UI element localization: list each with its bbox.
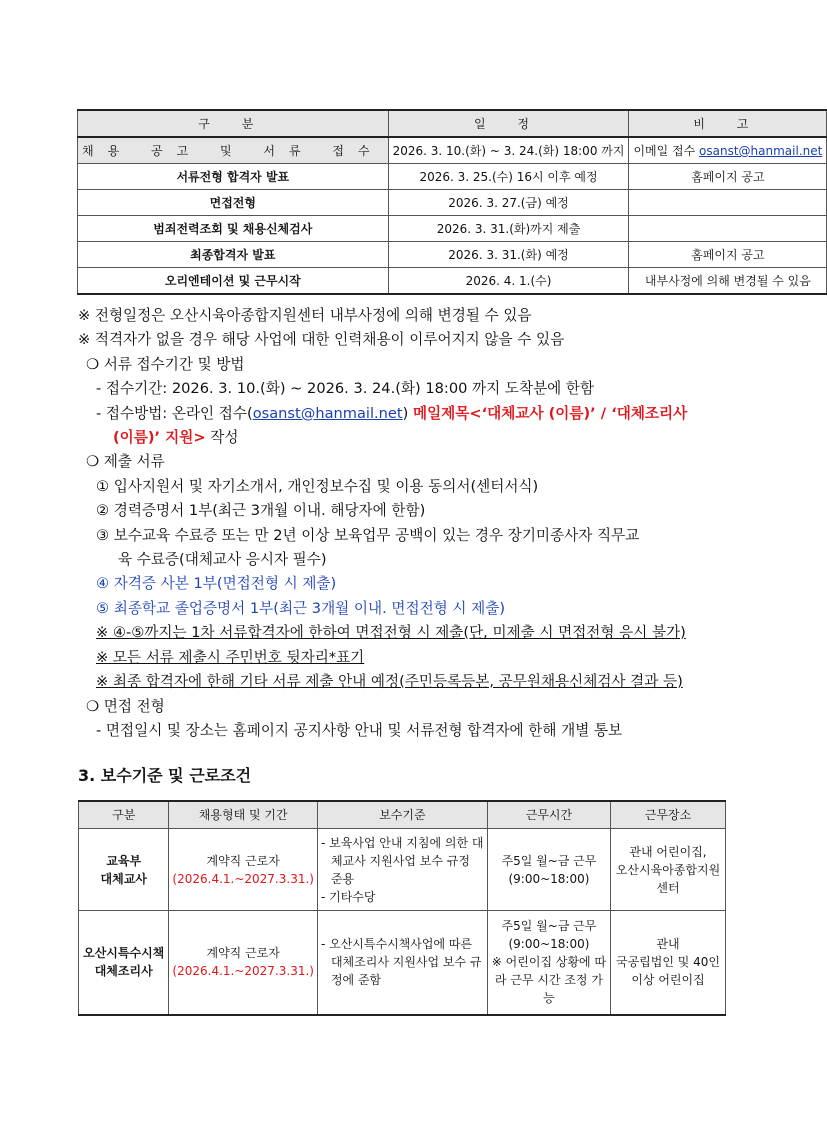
schedule-row-note	[629, 137, 827, 164]
pay-category	[79, 911, 169, 1015]
pay-type	[169, 829, 318, 911]
method-subject-red: 메일제목<‘대체교사 (이름)’ / ‘대체조리사	[412, 404, 688, 422]
heading-interview: ❍ 면접 전형	[86, 697, 165, 715]
section-title: 3. 보수기준 및 근로조건	[78, 766, 252, 785]
document-note: ※ ④-⑤까지는 1차 서류합격자에 한하여 면접전형 시 제출(단, 미제출 시 면접전형 응시 불가)	[96, 624, 686, 642]
place-line: 관내 어린이집,	[629, 844, 707, 859]
pay-type	[169, 911, 318, 1015]
pay-line: - 보육사업 안내 지침에 의한 대체교사 지원사업 보수 규정 준용	[320, 835, 484, 886]
method-text-b: )	[402, 404, 413, 422]
category-line: 교육부	[106, 853, 142, 868]
pay-header: 채용형태 및 기간	[169, 801, 318, 829]
pay-header: 근무장소	[611, 801, 726, 829]
method-subject-red-cont: (이름)’ 지원>	[113, 429, 206, 447]
document-item: ② 경력증명서 1부(최근 3개월 이내. 해당자에 한함)	[96, 502, 426, 520]
schedule-row-date: 2026. 3. 31.(화) 예정	[388, 242, 629, 268]
schedule-row-label: 채용 공고 및 서류 접수	[78, 137, 389, 164]
pay-standard	[317, 911, 487, 1015]
table-row	[79, 829, 726, 911]
schedule-row-date: 2026. 3. 10.(화) ~ 3. 24.(화) 18:00 까지	[388, 137, 629, 164]
schedule-row-note	[629, 190, 827, 216]
table-row	[78, 268, 827, 295]
contract-period: (2026.4.1.~2027.3.31.)	[172, 964, 314, 979]
email-note-prefix: 이메일 접수	[633, 144, 700, 158]
table-row	[78, 242, 827, 268]
schedule-header-date: 일 정	[388, 110, 629, 137]
hours-line: (9:00~18:00)	[508, 937, 590, 952]
schedule-row-label: 서류전형 합격자 발표	[78, 164, 389, 190]
schedule-row-note: 홈페이지 공고	[629, 164, 827, 190]
pay-header: 구분	[79, 801, 169, 829]
method-email-link[interactable]: osanst@hanmail.net	[252, 404, 403, 422]
schedule-header-row	[78, 110, 827, 137]
hours-line: 주5일 월~금 근무	[501, 853, 597, 868]
document-note: ※ 최종 합격자에 한해 기타 서류 제출 안내 예정(주민등록등본, 공무원채용신체검사 결과 등)	[96, 673, 683, 691]
table-row	[79, 911, 726, 1015]
schedule-row-note: 내부사정에 의해 변경될 수 있음	[629, 268, 827, 295]
application-method	[78, 402, 738, 426]
pay-header: 근무시간	[487, 801, 610, 829]
schedule-row-label: 최종합격자 발표	[78, 242, 389, 268]
schedule-row-date: 2026. 4. 1.(수)	[388, 268, 629, 295]
table-row	[78, 216, 827, 242]
document-item: ③ 보수교육 수료증 또는 만 2년 이상 보육업무 공백이 있는 경우 장기미종사자 직무교	[96, 526, 640, 544]
hours-line: ※ 어린이집 상황에 따라 근무 시간 조정 가능	[491, 955, 607, 1006]
interview-note: - 면접일시 및 장소는 홈페이지 공지사항 안내 및 서류전형 합격자에 한해 개별 통보	[96, 721, 623, 739]
method-text-c: 작성	[205, 429, 239, 447]
pay-header-row	[79, 801, 726, 829]
schedule-table	[77, 109, 827, 295]
schedule-row-label: 오리엔테이션 및 근무시작	[78, 268, 389, 295]
work-place	[611, 829, 726, 911]
table-row	[78, 190, 827, 216]
application-period: - 접수기간: 2026. 3. 10.(화) ~ 2026. 3. 24.(화) 18:00 까지 도착분에 한함	[96, 380, 595, 398]
pay-header: 보수기준	[317, 801, 487, 829]
schedule-row-date: 2026. 3. 31.(화)까지 제출	[388, 216, 629, 242]
type-line: 계약직 근로자	[206, 946, 280, 961]
work-place	[611, 911, 726, 1015]
heading-application: ❍ 서류 접수기간 및 방법	[86, 355, 245, 373]
work-hours	[487, 829, 610, 911]
pay-standard	[317, 829, 487, 911]
schedule-row-note	[629, 216, 827, 242]
category-line: 오산시특수시책	[83, 946, 165, 961]
schedule-header-note: 비 고	[629, 110, 827, 137]
schedule-header-category: 구 분	[78, 110, 389, 137]
pay-line: - 기타수당	[320, 889, 376, 904]
pay-table	[78, 800, 726, 1016]
work-hours	[487, 911, 610, 1015]
table-row	[78, 137, 827, 164]
type-line: 계약직 근로자	[206, 853, 280, 868]
schedule-row-date: 2026. 3. 27.(금) 예정	[388, 190, 629, 216]
document-item-cont: 육 수료증(대체교사 응시자 필수)	[118, 551, 327, 569]
document-note: ※ 모든 서류 제출시 주민번호 뒷자리*표기	[96, 648, 365, 666]
place-line: 관내	[656, 937, 680, 952]
pay-line: - 오산시특수시책사업에 따른 대체조리사 지원사업 보수 규정에 준함	[320, 937, 482, 988]
document-item: ④ 자격증 사본 1부(면접전형 시 제출)	[96, 575, 337, 593]
place-line: 오산시육아종합지원센터	[615, 862, 721, 895]
email-link[interactable]: osanst@hanmail.net	[699, 144, 823, 158]
application-method-cont	[78, 426, 738, 450]
contract-period: (2026.4.1.~2027.3.31.)	[172, 871, 314, 886]
table-row	[78, 164, 827, 190]
heading-documents: ❍ 제출 서류	[86, 453, 165, 471]
hours-line: (9:00~18:00)	[508, 871, 590, 886]
schedule-row-label: 면접전형	[78, 190, 389, 216]
document-item: ⑤ 최종학교 졸업증명서 1부(최근 3개월 이내. 면접전형 시 제출)	[96, 599, 506, 617]
note-no-hire: ※ 적격자가 없을 경우 해당 사업에 대한 인력채용이 이루어지지 않을 수 있음	[78, 331, 565, 349]
schedule-row-date: 2026. 3. 25.(수) 16시 이후 예정	[388, 164, 629, 190]
pay-category	[79, 829, 169, 911]
note-schedule-change: ※ 전형일정은 오산시육아종합지원센터 내부사정에 의해 변경될 수 있음	[78, 307, 532, 324]
document-item: ① 입사지원서 및 자기소개서, 개인정보수집 및 이용 동의서(센터서식)	[96, 477, 539, 495]
schedule-row-label: 범죄전력조회 및 채용신체검사	[78, 216, 389, 242]
notes-section	[78, 304, 738, 743]
place-line: 국공립법인 및 40인 이상 어린이집	[615, 955, 721, 988]
method-text-a: - 접수방법: 온라인 접수(	[96, 404, 253, 422]
category-line: 대체조리사	[94, 964, 153, 979]
hours-line: 주5일 월~금 근무	[501, 919, 597, 934]
category-line: 대체교사	[100, 871, 147, 886]
schedule-row-note: 홈페이지 공고	[629, 242, 827, 268]
